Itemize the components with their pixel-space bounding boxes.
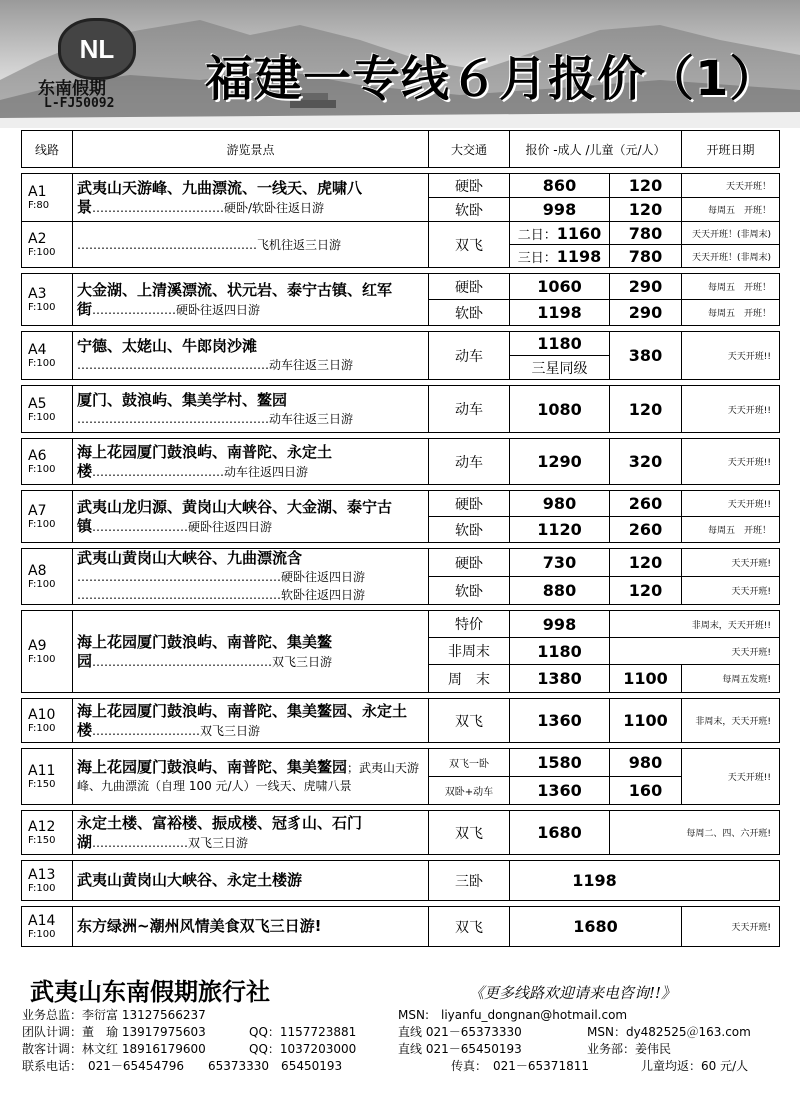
child-price: 120	[610, 549, 682, 577]
transport-cell: 双飞一卧	[429, 749, 510, 777]
group-msn: MSN：dy482525＠163.com	[587, 1025, 751, 1039]
route-desc: 武夷山龙归源、黄岗山大峡谷、大金湖、泰宁古镇……………………硬卧往返四日游	[73, 491, 429, 543]
child-price: 320	[610, 439, 682, 485]
child-price: 260	[610, 491, 682, 517]
price-table-container	[21, 130, 779, 947]
transport-cell: 硬卧	[429, 491, 510, 517]
schedule-cell: 天天开班!	[610, 638, 780, 665]
transport-cell: 非周末	[429, 638, 510, 665]
schedule-cell: 天天开班！(非周末)	[682, 222, 780, 245]
route-id-cell: A10 F:100	[22, 699, 73, 743]
table-row	[22, 222, 780, 245]
transport-cell: 软卧	[429, 198, 510, 222]
director-info: 业务总监：李衍富 13127566237	[22, 1008, 206, 1022]
schedule-cell: 天天开班!!	[682, 386, 780, 433]
transport-cell: 硬卧	[429, 549, 510, 577]
schedule-cell: 每周五 开班！	[682, 517, 780, 543]
transport-cell: 双飞	[429, 811, 510, 855]
transport-cell: 三卧	[429, 861, 510, 901]
group-qq: QQ：1157723881	[249, 1025, 357, 1039]
adult-price: 1180	[510, 638, 610, 665]
adult-price: 998	[510, 611, 610, 638]
transport-cell: 动车	[429, 386, 510, 433]
col-header-route: 线路	[22, 131, 73, 168]
route-id-cell: A12 F:150	[22, 811, 73, 855]
transport-cell: 硬卧	[429, 274, 510, 300]
table-row	[22, 439, 780, 485]
schedule-cell: 非周末，天天开班!!	[610, 611, 780, 638]
transport-cell: 动车	[429, 332, 510, 380]
col-header-price: 报价 -成人 /儿童（元/人）	[510, 131, 682, 168]
child-price: 380	[610, 332, 682, 380]
slogan: 《更多线路欢迎请来电咨询!!》	[469, 984, 677, 1002]
brand-name: 东南假期	[38, 79, 106, 99]
adult-price: 1680	[510, 907, 682, 947]
schedule-cell: 每周五 开班！	[682, 274, 780, 300]
child-price: 120	[610, 174, 682, 198]
child-price: 290	[610, 274, 682, 300]
adult-price: 1198	[510, 300, 610, 326]
child-price: 120	[610, 198, 682, 222]
schedule-cell: 天天开班!!	[682, 439, 780, 485]
adult-price: 二日：1160	[510, 222, 610, 245]
adult-price: 730	[510, 549, 610, 577]
route-id-cell: A14 F:100	[22, 907, 73, 947]
route-desc: 武夷山黄岗山大峡谷、九曲漂流含 ……………………………………………硬卧往返四日游 ……………………………………………软卧往返四日游	[73, 549, 429, 605]
transport-cell: 双飞	[429, 222, 510, 268]
adult-price: 980	[510, 491, 610, 517]
fax-number: 传真： 021－65371811	[451, 1059, 589, 1073]
child-price: 1100	[610, 665, 682, 693]
adult-price: 1080	[510, 386, 610, 433]
transport-cell: 双卧+动车	[429, 777, 510, 805]
adult-price: 1180	[510, 332, 610, 356]
schedule-cell: 天天开班!!	[682, 491, 780, 517]
table-header-row	[22, 131, 780, 168]
table-row	[22, 174, 780, 198]
col-header-transport: 大交通	[429, 131, 510, 168]
table-row	[22, 907, 780, 947]
route-desc: 东方绿洲~潮州风情美食双飞三日游!	[73, 907, 429, 947]
adult-price: 880	[510, 577, 610, 605]
table-row	[22, 274, 780, 300]
route-id-cell: A11 F:150	[22, 749, 73, 805]
table-row	[22, 749, 780, 777]
schedule-cell: 天天开班！	[682, 174, 780, 198]
schedule-cell: 天天开班!	[682, 549, 780, 577]
child-price: 120	[610, 386, 682, 433]
route-desc: 海上花园厦门鼓浪屿、南普陀、集美鳌园；武夷山天游峰、九曲漂流（自理 100 元/人）一线天、虎啸八景	[73, 749, 429, 805]
route-id-cell: A2 F:100	[22, 222, 73, 268]
table-row	[22, 699, 780, 743]
schedule-cell: 每周五 开班！	[682, 300, 780, 326]
group-line: 直线 021－65373330	[398, 1025, 522, 1039]
schedule-cell: 每周二、四、六开班!	[610, 811, 780, 855]
transport-cell: 特价	[429, 611, 510, 638]
page-title: 福建一专线６月报价（1）	[205, 51, 779, 107]
route-desc: ………………………………………飞机往返三日游	[73, 222, 429, 268]
schedule-cell: 天天开班!!	[682, 749, 780, 805]
transport-cell: 软卧	[429, 300, 510, 326]
adult-price: 998	[510, 198, 610, 222]
route-id-cell: A5 F:100	[22, 386, 73, 433]
adult-price: 1680	[510, 811, 610, 855]
transport-cell: 硬卧	[429, 174, 510, 198]
adult-price: 1360	[510, 777, 610, 805]
adult-price: 1198	[510, 861, 780, 901]
individual-qq: QQ：1037203000	[249, 1042, 357, 1056]
transport-cell: 软卧	[429, 517, 510, 543]
route-desc: 永定土楼、富裕楼、振成楼、冠豸山、石门湖……………………双飞三日游	[73, 811, 429, 855]
adult-price: 1380	[510, 665, 610, 693]
table-row	[22, 491, 780, 517]
child-price: 290	[610, 300, 682, 326]
adult-price: 860	[510, 174, 610, 198]
agency-name: 武夷山东南假期旅行社	[30, 977, 270, 1006]
route-desc: 大金湖、上清溪漂流、状元岩、泰宁古镇、红军街…………………硬卧往返四日游	[73, 274, 429, 326]
group-contact: 团队计调：董 瑜 13917975603	[22, 1025, 206, 1039]
route-id-cell: A3 F:100	[22, 274, 73, 326]
director-msn: MSN: liyanfu_dongnan@hotmail.com	[398, 1008, 628, 1022]
route-id-cell: A13 F:100	[22, 861, 73, 901]
company-logo: NL	[58, 18, 136, 80]
transport-cell: 双飞	[429, 907, 510, 947]
individual-contact: 散客计调：林文红 18916179600	[22, 1042, 206, 1056]
route-id-cell: A8 F:100	[22, 549, 73, 605]
schedule-cell: 非周末，天天开班!	[682, 699, 780, 743]
schedule-cell: 天天开班！(非周末)	[682, 245, 780, 268]
child-price: 260	[610, 517, 682, 543]
col-header-schedule: 开班日期	[682, 131, 780, 168]
phone-numbers: 联系电话： 021－65454796 65373330 65450193	[22, 1059, 343, 1073]
adult-price: 1120	[510, 517, 610, 543]
adult-price: 1060	[510, 274, 610, 300]
route-id-cell: A6 F:100	[22, 439, 73, 485]
individual-line: 直线 021－65450193	[398, 1042, 522, 1056]
route-desc: 厦门、鼓浪屿、集美学村、鳌园 …………………………………………动车往返三日游	[73, 386, 429, 433]
schedule-cell: 天天开班!	[682, 907, 780, 947]
child-price: 160	[610, 777, 682, 805]
business-dept: 业务部：姜伟民	[587, 1042, 672, 1056]
adult-price: 三日：1198	[510, 245, 610, 268]
route-id-cell: A4 F:100	[22, 332, 73, 380]
route-desc: 宁德、太姥山、牛郎岗沙滩 …………………………………………动车往返三日游	[73, 332, 429, 380]
schedule-cell: 天天开班!!	[682, 332, 780, 380]
adult-price: 1580	[510, 749, 610, 777]
schedule-cell: 每周五发班!	[682, 665, 780, 693]
route-id-cell: A1 F:80	[22, 174, 73, 222]
price-table	[21, 130, 780, 947]
route-desc: 武夷山天游峰、九曲漂流、一线天、虎啸八景……………………………硬卧/软卧往返日游	[73, 174, 429, 222]
table-row	[22, 332, 780, 356]
route-desc: 海上花园厦门鼓浪屿、南普陀、集美鳌园、永定土楼………………………双飞三日游	[73, 699, 429, 743]
route-id-cell: A7 F:100	[22, 491, 73, 543]
table-row	[22, 811, 780, 855]
table-row	[22, 611, 780, 638]
table-row	[22, 386, 780, 433]
license-number: L-FJ50092	[44, 96, 115, 111]
transport-cell: 动车	[429, 439, 510, 485]
hotel-note: 三星同级	[510, 356, 610, 380]
transport-cell: 软卧	[429, 577, 510, 605]
child-rebate: 儿童均返：60 元/人	[641, 1059, 749, 1073]
route-desc: 海上花园厦门鼓浪屿、南普陀、集美鳌园………………………………………双飞三日游	[73, 611, 429, 693]
child-price: 980	[610, 749, 682, 777]
table-row	[22, 549, 780, 577]
child-price: 780	[610, 245, 682, 268]
adult-price: 1360	[510, 699, 610, 743]
col-header-sights: 游览景点	[73, 131, 429, 168]
header-banner	[0, 0, 800, 128]
child-price: 120	[610, 577, 682, 605]
transport-cell: 双飞	[429, 699, 510, 743]
child-price: 780	[610, 222, 682, 245]
route-id-cell: A9 F:100	[22, 611, 73, 693]
table-row	[22, 861, 780, 901]
adult-price: 1290	[510, 439, 610, 485]
child-price: 1100	[610, 699, 682, 743]
route-desc: 武夷山黄岗山大峡谷、永定土楼游	[73, 861, 429, 901]
transport-cell: 周 末	[429, 665, 510, 693]
schedule-cell: 天天开班!	[682, 577, 780, 605]
schedule-cell: 每周五 开班！	[682, 198, 780, 222]
route-desc: 海上花园厦门鼓浪屿、南普陀、永定土楼……………………………动车往返四日游	[73, 439, 429, 485]
